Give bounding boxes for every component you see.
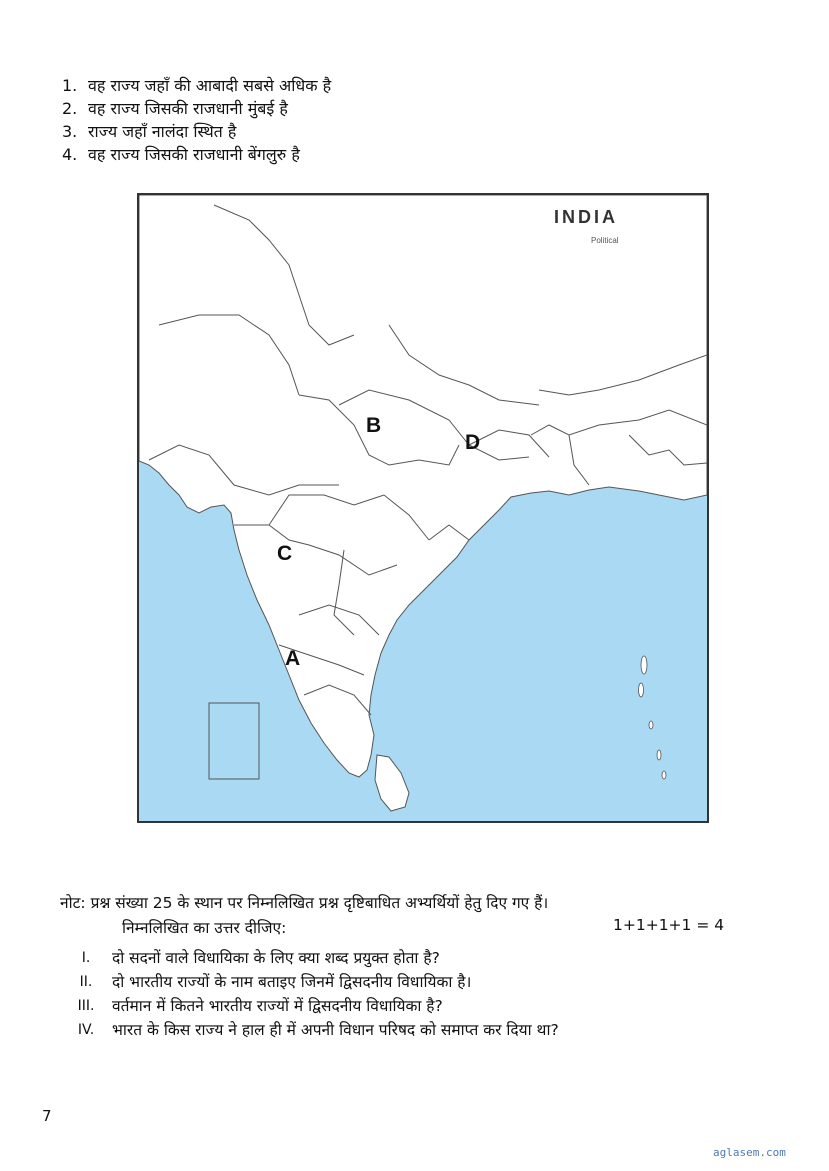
list-item xyxy=(62,74,331,97)
list-item xyxy=(62,97,331,120)
item-text: राज्य जहाँ नालंदा स्थित है xyxy=(88,122,237,141)
item-number: 4. xyxy=(62,145,78,164)
list-item xyxy=(60,946,559,970)
page-number: 7 xyxy=(42,1107,52,1125)
india-political-map xyxy=(137,193,709,823)
item-number: II. xyxy=(79,974,93,990)
marks-allocation: 1+1+1+1 = 4 xyxy=(613,916,725,934)
map-label-b: B xyxy=(366,414,382,437)
item-text: वह राज्य जहाँ की आबादी सबसे अधिक है xyxy=(88,76,332,95)
map-label-d: D xyxy=(465,431,481,454)
item-text: वर्तमान में कितने भारतीय राज्यों में द्विसदनीय विधायिका है? xyxy=(112,997,443,1015)
item-number: 1. xyxy=(62,76,78,95)
watermark: aglasem.com xyxy=(713,1146,786,1159)
map-label-c: C xyxy=(277,542,293,565)
item-text: दो भारतीय राज्यों के नाम बताइए जिनमें द्विसदनीय विधायिका है। xyxy=(112,973,472,991)
list-item xyxy=(62,143,331,166)
map-title: INDIA xyxy=(554,207,618,227)
list-item xyxy=(60,994,559,1018)
item-text: दो सदनों वाले विधायिका के लिए क्या शब्द प्रयुक्त होता है? xyxy=(112,949,440,967)
item-number: 3. xyxy=(62,122,78,141)
item-text: भारत के किस राज्य ने हाल ही में अपनी विधान परिषद को समाप्त कर दिया था? xyxy=(112,1021,559,1039)
note-text: नोट: प्रश्न संख्या 25 के स्थान पर निम्नलिखित प्रश्न दृष्टिबाधित अभ्यर्थियों हेतु दिए गए हैं। xyxy=(60,894,549,912)
list-item xyxy=(60,970,559,994)
list-item xyxy=(60,1018,559,1042)
item-number: IV. xyxy=(77,1022,95,1038)
list-item xyxy=(62,120,331,143)
item-number: 2. xyxy=(62,99,78,118)
item-text: वह राज्य जिसकी राजधानी मुंबई है xyxy=(88,99,288,118)
map-label-a: A xyxy=(285,647,301,670)
item-text: वह राज्य जिसकी राजधानी बेंगलुरु है xyxy=(88,145,300,164)
item-number: I. xyxy=(81,950,91,966)
item-number: III. xyxy=(77,998,95,1014)
map-subtitle: Political xyxy=(591,236,619,245)
top-question-list xyxy=(62,74,331,166)
bottom-question-list xyxy=(60,946,559,1042)
instruction-text: निम्नलिखित का उत्तर दीजिए: xyxy=(122,919,287,937)
map-graphic xyxy=(139,195,707,821)
